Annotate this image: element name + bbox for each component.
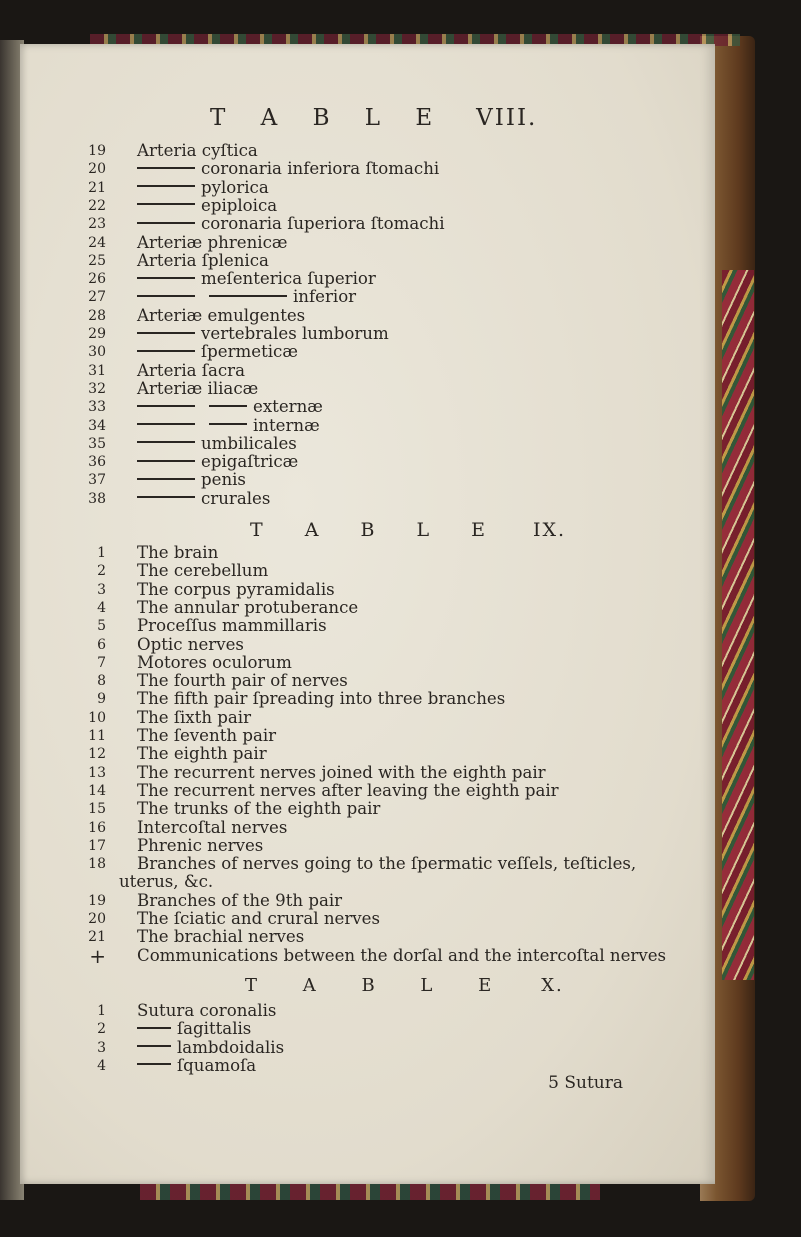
entry-label: ſagittalis [177, 1019, 252, 1039]
entry-text [137, 362, 245, 380]
entry-label: Motores oculorum [137, 652, 292, 672]
entry-text [137, 910, 380, 928]
entry-number: 16 [88, 819, 106, 836]
entry-number: 28 [88, 307, 106, 324]
entry-label: The fourth pair of nerves [137, 671, 348, 691]
entry-number: 2 [97, 563, 106, 580]
ditto-dash [137, 1045, 171, 1047]
entry-text [137, 947, 666, 965]
ditto-dash [137, 277, 195, 279]
entry-label: The trunks of the eighth pair [137, 799, 381, 819]
entry-number: 12 [88, 746, 106, 763]
entry-number: 8 [97, 673, 106, 690]
entry-number: 3 [97, 581, 106, 598]
entry-number: + [89, 943, 106, 968]
entry-number: 23 [88, 216, 106, 233]
entry-text [137, 398, 323, 416]
entry-label: Proceſſus mammillaris [137, 616, 327, 636]
entry-number: 33 [88, 399, 106, 416]
entry-text [137, 562, 268, 580]
entry-label: meſenterica ſuperior [201, 269, 376, 289]
ditto-dash [137, 1027, 171, 1029]
entry-number: 14 [88, 782, 106, 799]
entry-text [137, 417, 320, 435]
entry-number: 35 [88, 435, 106, 452]
table-heading [250, 516, 566, 544]
entry-label: Branches of the 9th pair [137, 890, 343, 910]
entry-text [137, 197, 277, 215]
entry-text [137, 1057, 256, 1075]
entry-label: Intercoſtal nerves [137, 817, 288, 837]
entry-label: epiploica [201, 195, 278, 215]
entry-number: 4 [97, 1057, 106, 1074]
entry-label: Arteriæ phrenicæ [137, 232, 288, 252]
book-page [20, 44, 715, 1184]
entry-label: pylorica [201, 177, 269, 197]
entry-label: umbilicales [201, 433, 297, 453]
entry-text [137, 160, 439, 178]
entry-text [137, 892, 342, 910]
entry-number: 20 [88, 911, 106, 927]
entry-text [137, 453, 298, 471]
ditto-dash [137, 423, 195, 425]
entry-text [137, 252, 269, 270]
entry-text [137, 709, 251, 727]
ditto-dash [137, 203, 195, 205]
entry-label: Arteriæ iliacæ [137, 378, 259, 398]
ditto-dash [137, 1063, 171, 1065]
entry-text [137, 544, 218, 562]
marbled-endpaper [722, 270, 754, 980]
entry-number: 1 [97, 1003, 106, 1019]
entry-label: externæ [253, 397, 323, 417]
entry-number: 21 [88, 179, 106, 196]
entry-label: inferior [293, 287, 357, 307]
entry-number: 18 [88, 856, 106, 873]
entry-number: 22 [88, 197, 106, 214]
entry-number: 30 [88, 344, 106, 361]
entry-number: 9 [97, 691, 106, 708]
entry-number: 15 [88, 801, 106, 818]
entry-text [137, 179, 269, 197]
ditto-dash [137, 332, 195, 334]
table-heading-number: VIII. [476, 105, 538, 131]
entry-label: The annular protuberance [137, 597, 359, 617]
entry-label: The brain [137, 543, 219, 562]
entry-label: Arteria cyſtica [137, 141, 258, 160]
entry-text [137, 745, 267, 763]
ditto-dash [137, 167, 195, 169]
catchword: 5 Sutura [548, 1073, 623, 1093]
table-heading-label: T A B L E [250, 519, 504, 541]
entry-number: 13 [88, 764, 106, 781]
entry-text [137, 343, 298, 361]
ditto-dash [137, 295, 195, 297]
entry-label: Arteria ſplenica [137, 250, 269, 270]
entry-label: Phrenic nerves [137, 835, 264, 855]
entry-text [137, 690, 505, 708]
ditto-dash [137, 185, 195, 187]
ditto-dash [137, 222, 195, 224]
entry-text [137, 490, 270, 508]
entry-text [137, 1020, 251, 1038]
table-heading-label: T A B L E [245, 975, 512, 996]
entry-text [137, 928, 304, 946]
entry-text [137, 599, 358, 617]
entry-text [137, 288, 356, 306]
ditto-dash [137, 460, 195, 462]
table-heading-number: X. [541, 975, 564, 996]
ditto-dash [209, 405, 247, 407]
entry-number: 10 [88, 709, 106, 726]
entry-text [137, 215, 445, 233]
entry-text [137, 380, 258, 398]
entry-number: 32 [88, 380, 106, 397]
entry-label: Arteria ſacra [137, 360, 245, 380]
table-heading-number: IX. [533, 519, 567, 541]
entry-number: 4 [97, 599, 106, 616]
table-heading [245, 972, 564, 1000]
entry-text [137, 672, 348, 690]
entry-text [137, 471, 246, 489]
entry-number: 1 [97, 545, 106, 561]
ditto-dash [137, 496, 195, 498]
ditto-dash [137, 478, 195, 480]
entry-text [137, 1002, 276, 1020]
entry-text [137, 727, 276, 745]
entry-text [137, 142, 258, 160]
entry-text [137, 800, 380, 818]
entry-number: 24 [88, 234, 106, 251]
ditto-dash [137, 405, 195, 407]
entry-label: crurales [201, 488, 271, 508]
entry-label: lambdoidalis [177, 1037, 285, 1057]
entry-label: The brachial nerves [137, 927, 305, 947]
entry-number: 36 [88, 454, 106, 471]
entry-label: Branches of nerves going to the ſpermatic veſſels, teſticles, [137, 854, 637, 874]
entry-text [137, 636, 244, 654]
entry-number: 6 [97, 636, 106, 653]
entry-label: The ſixth pair [137, 707, 252, 727]
entry-number: 37 [88, 472, 106, 489]
entry-label: epigaſtricæ [201, 452, 299, 472]
entry-number: 26 [88, 271, 106, 288]
entry-text [137, 581, 335, 599]
ditto-dash [137, 350, 195, 352]
entry-label: The recurrent nerves joined with the eighth pair [137, 762, 546, 782]
entry-label: The recurrent nerves after leaving the eighth pair [137, 780, 559, 800]
table-heading [210, 104, 537, 132]
table-heading-label: T A B L E [210, 105, 447, 131]
entry-number: 25 [88, 252, 106, 269]
entry-label: Optic nerves [137, 634, 244, 654]
entry-label: The eighth pair [137, 744, 267, 764]
entry-number: 31 [88, 362, 106, 379]
entry-number: 38 [88, 490, 106, 507]
entry-label: Arteriæ emulgentes [137, 305, 306, 325]
entry-number: 7 [97, 654, 106, 671]
entry-text [137, 764, 546, 782]
entry-label: vertebrales lumborum [201, 324, 389, 343]
entry-label: coronaria ſuperiora ſtomachi [201, 214, 445, 234]
entry-number: 2 [97, 1021, 106, 1038]
entry-number: 34 [88, 417, 106, 434]
entry-number: 3 [97, 1039, 106, 1056]
entry-label: internæ [253, 415, 320, 435]
entry-label: ſpermeticæ [201, 342, 298, 362]
entry-text [137, 307, 305, 325]
entry-text [137, 837, 263, 855]
entry-label: The cerebellum [137, 561, 269, 581]
entry-number: 29 [88, 326, 106, 342]
ditto-dash [209, 423, 247, 425]
entry-label: The fifth pair ſpreading into three branches [137, 689, 506, 709]
entry-number: 19 [88, 143, 106, 159]
entry-label: Sutura coronalis [137, 1001, 277, 1020]
entry-text [137, 270, 376, 288]
entry-label: penis [201, 470, 246, 490]
entry-number: 20 [88, 161, 106, 178]
ditto-dash [209, 295, 287, 297]
entry-label: ſquamoſa [177, 1055, 257, 1075]
entry-number: 5 [97, 618, 106, 635]
entry-text [137, 234, 287, 252]
entry-text [137, 435, 297, 453]
entry-label: uterus, &c. [119, 872, 214, 892]
entry-number: 27 [88, 289, 106, 306]
entry-label: The ſciatic and crural nerves [137, 909, 380, 928]
ditto-dash [137, 441, 195, 443]
entry-text [137, 819, 287, 837]
entry-text [137, 855, 636, 873]
entry-text [137, 617, 327, 635]
entry-text [137, 325, 389, 343]
entry-label: coronaria inferiora ſtomachi [201, 159, 440, 179]
entry-label: The corpus pyramidalis [137, 579, 335, 599]
entry-text [137, 782, 559, 800]
entry-number: 17 [88, 837, 106, 854]
entry-number: 19 [88, 892, 106, 909]
entry-number: 21 [88, 929, 106, 946]
entry-number: 11 [88, 728, 106, 744]
entry-label: The ſeventh pair [137, 726, 277, 745]
entry-text [137, 1039, 284, 1057]
entry-label: Communications between the dorſal and the intercoſtal nerves [137, 945, 667, 965]
entry-text [137, 654, 292, 672]
